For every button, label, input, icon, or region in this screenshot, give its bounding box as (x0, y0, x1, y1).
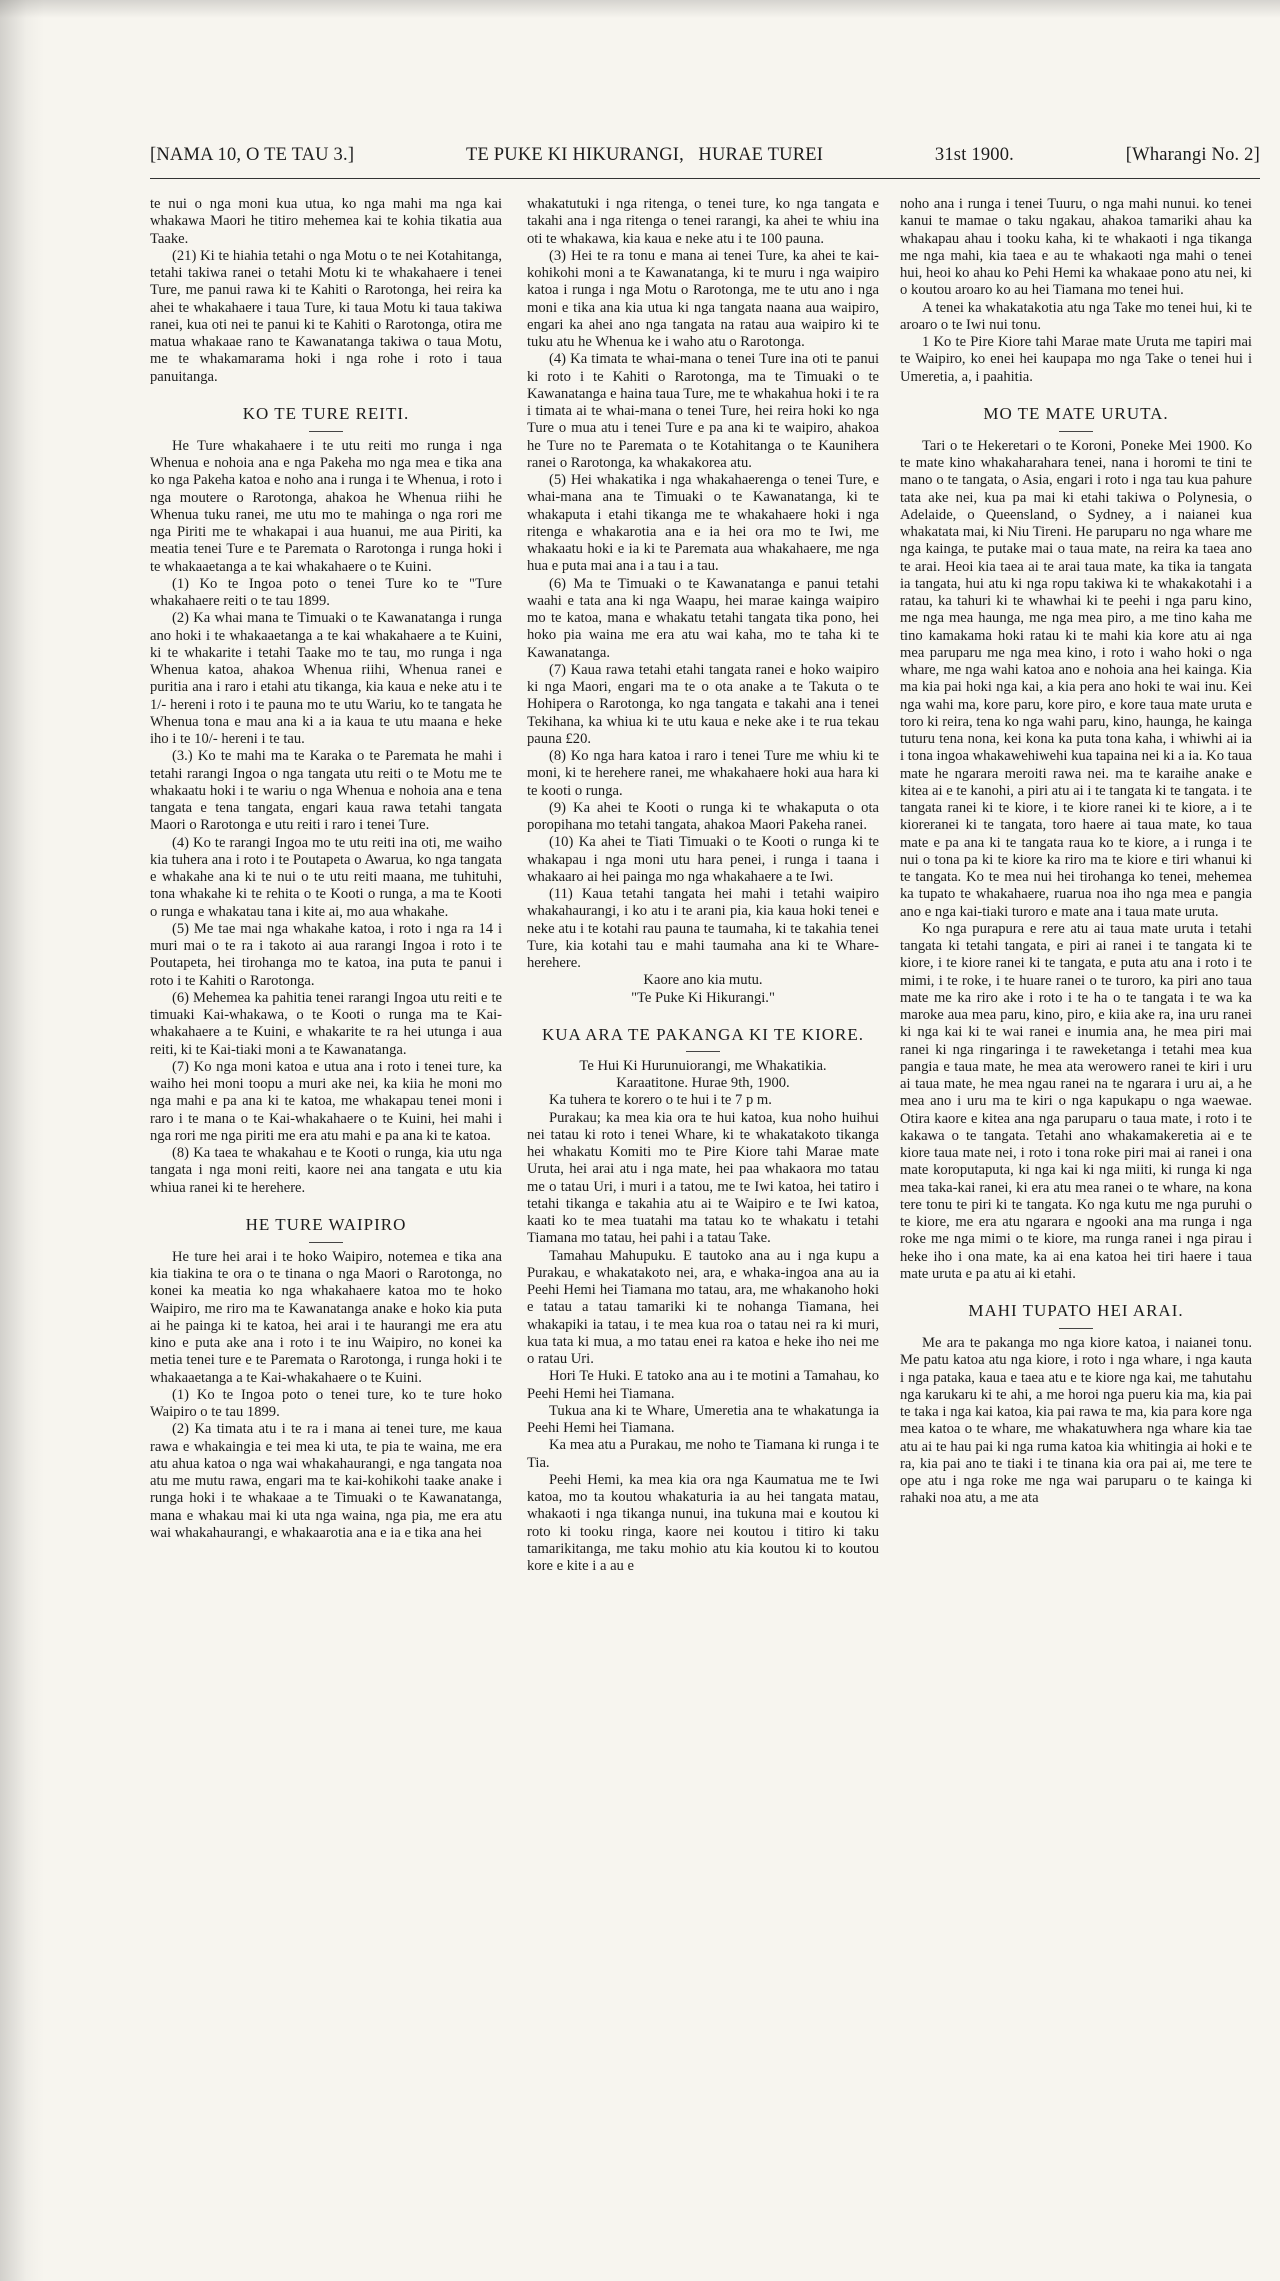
column-3 (900, 196, 1252, 1508)
paragraph: (8) Ko nga hara katoa i raro i tenei Ture me whiu ki te moni, ki te herehere ranei, me whakahaere hoki aua hara ki te kooti o runga. (527, 748, 879, 799)
heading-text: MO TE MATE URUTA. (983, 403, 1169, 423)
section-heading (900, 1301, 1252, 1329)
paragraph: A tenei ka whakatakotia atu nga Take mo tenei hui, ki te aroaro o te Iwi nui tonu. (900, 299, 1252, 333)
heading-rule (309, 431, 343, 432)
paragraph: (8) Ka taea te whakahau e te Kooti o runga, kia utu nga tangata i nga moni reiti, kaore nei ana tangata e utu kia whiua ranei ki te herehere. (150, 1145, 502, 1196)
paragraph: 1 Ko te Pire Kiore tahi Marae mate Uruta me tapiri mai te Waipiro, ko enei hei kaupapa mo nga Take o tenei hui i Umeretia, a, i paahitia. (900, 334, 1252, 385)
paragraph: (7) Kaua rawa tetahi etahi tangata ranei e hoko waipiro ki nga Maori, engari ma te o ota anake a te Takuta o te Hohipera o Rarotonga, ko nga tangata e takahi ana i tenei Tekihana, ka whiua ki te utu kaua e neke ake i te rua tekau pauna £20. (527, 661, 879, 747)
paragraph: (3) Hei te ra tonu e mana ai tenei Ture, ka ahei te kai-kohikohi moni a te Kawanatanga, ki te muru i nga waipiro katoa i runga i nga Motu o Rarotonga, me te utu ano i nga moni e tika ana kia utua ki nga tangata naana aua waipiro, engari ka ahei ano nga tangata na ratau aua waipiro ki te tuku atu he Whenua ke i waho atu o Rarotonga. (527, 247, 879, 350)
issue-date: 31st 1900. (934, 145, 1014, 165)
paragraph: Ko nga purapura e rere atu ai taua mate uruta i tetahi tangata ki tetahi tangata, e piri ai ranei i te tangata ki te kiore, i te kiore ranei ki te tangata, e puta atu ana i roto i te mimi, i te roke, i te huare ranei o te turoro, ka piri ano taua mate me ka riro ake i roto i te ha o te tangata i te wa ka maroke aua mea paru, kino, piro, e kiia ake ra, ina uru ranei ki nga kai ki te wai ranei e inumia ana, he mea piri mai ranei ki nga ringaringa i te raweketanga i tetahi mea kua pangia e taua mate, he mea ata werowero ranei te kiri i uru ai taua mate, he mea ngau ranei na te ngarara i uru ai, a he mea ano i uru ma te kiri o nga kapukapu o nga waewae. Otira kaore e kitea ana nga paruparu o taua mate, i roto i te kakawa o te tangata. Tetahi ano whakamakeretia ai e te kiore taua mate nei, i roto i tona roke piri mai ai ranei i ona mate koroputaputa, ki nga kai ki nga miiti, ki runga ki nga mea taka-kai ranei, ki era atu mea ranei o te whare, na kona tere tonu te piri ki te tangata. Ko nga kutu me nga puruhi o te kiore, me era atu ngarara e ngooki ana ma runga i nga roke me nga mimi o te kiore, ma runga ranei i nga pirau i heke iho i ona mate, ka ai ena katoa hei tiri haere i taua mate uruta e pa atu ai ki etahi. (900, 920, 1252, 1282)
paragraph: Me ara te pakanga mo nga kiore katoa, i naianei tonu. Me patu katoa atu nga kiore, i roto i nga whare, i nga kauta i nga pataka, kaua e taea atu e te kiore nga kai, me tahutahu nga karukaru ki te ahi, a me horoi nga pueru kia ma, kia pai te taka i nga kai katoa, kia pai rawa te ma, kia para kore nga mea katoa o te whare, me whakatuwhera nga whare kia tae atu ai te hau pai ki nga ruma katoa kia whitingia ai hoki e te ra, kia pai ano te tiaki i te tinana kia ora pai ai, me tere te ope atu i nga roke me nga wai paruparu o te kainga ki rahaki noa atu, a me ata (900, 1335, 1252, 1507)
heading-rule (1059, 431, 1093, 432)
paragraph: He ture hei arai i te hoko Waipiro, notemea e tika ana kia tiakina te ora o te tinana o nga Maori o Rarotonga, no konei ka meatia ko nga whakahaere katoa mo te hoko Waipiro, me riro ma te Kawanatanga anake e hoko kia puta ai he painga ki te katoa, hei arai i te haurangi me era atu kino e puta ake ana i roto i te inu Waipiro, no konei ka metia tenei ture e te Paremata o Rarotonga, i runga hoki i te whakaaetanga a te Kai-whakahaere o te Kuini. (150, 1248, 502, 1386)
paragraph: Purakau; ka mea kia ora te hui katoa, kua noho huihui nei tatau ki roto i tenei Whare, ki te whakatakoto tikanga hei whakatu Komiti mo te Pire Kiore tahi Marae mate Uruta, hei arai atu i nga mate, hei paa whakaora mo tatau me o tatau Uri, i muri i a tatou, me te Iwi katoa, hei tatiro i tetahi tikanga e takahia atu ai te Waipiro e te Iwi katoa, kaati ko te mea tuatahi ma tatau ko te whakatu i tetahi Tiamana mo tatau, hei pahi i a tatau Take. (527, 1109, 879, 1247)
paragraph: (3.) Ko te mahi ma te Karaka o te Paremata he mahi i tetahi rarangi Ingoa o nga tangata utu reiti o te Motu me te whakaatu hoki i te wariu o nga Whenua e nohoia ana e tena tangata e tena tangata, engari kaua rawa tetahi tangata Maori o Rarotonga e utu reiti i raro i tenei Ture. (150, 748, 502, 834)
paragraph: (5) Hei whakatika i nga whakahaerenga o tenei Ture, e whai-mana ana te Timuaki o te Kawanatanga, ki te whakaputa i etahi tikanga me te whakahaere hoki i nga ritenga e whakarotia ana e ia hei ora mo te Iwi, me whakaatu hoki e ia ki te Paremata aua whakahaere, me nga hua e puta mai ana i a tau i a tau. (527, 472, 879, 575)
paragraph: Tukua ana ki te Whare, Umeretia ana te whakatunga ia Peehi Hemi hei Tiamana. (527, 1402, 879, 1436)
heading-text: HE TURE WAIPIRO (245, 1214, 407, 1234)
paragraph: Hori Te Huki. E tatoko ana au i te motini a Tamahau, ko Peehi Hemi hei Tiamana. (527, 1368, 879, 1402)
paragraph: Peehi Hemi, ka mea kia ora nga Kaumatua me te Iwi katoa, mo ta koutou whakaturia ia au hei tangata matau, whakaoti i nga tikanga nunui, ina tukuna mai e koutou ki roto ki tooku ringa, kaore nei koutou i titiro ki taku tamarikitanga, me taku mohio atu kia koutou ki to koutou kore e kite i a au e (527, 1471, 879, 1574)
paragraph: (1) Ko te Ingoa poto o tenei ture, ko te ture hoko Waipiro o te tau 1899. (150, 1386, 502, 1420)
dateline: Te Hui Ki Hurunuiorangi, me Whakatikia. (579, 1057, 827, 1074)
paragraph: Ka mea atu a Purakau, me noho te Tiamana ki runga i te Tia. (527, 1437, 879, 1471)
paper-title: TE PUKE KI HIKURANGI, (465, 145, 684, 165)
scan-edge-shadow (0, 0, 44, 2281)
paragraph: Tamahau Mahupuku. E tautoko ana au i nga kupu a Purakau, e whakatakoto nei, ara, e whaka-ingoa ana au ia Peehi Hemi hei Tiamana mo tatau, ara, me whakanoho hoki e tatau a tatau tamariki ki te nohanga Tiamana, hei whakapiki ia tatau, i te mea kua roa o tatau nei ra ki muri, kua tata ki mua, a mo tatau enei ra katoa e heke iho nei me o ratau Uri. (527, 1247, 879, 1367)
paragraph: (2) Ka timata atu i te ra i mana ai tenei ture, me kaua rawa e whakaingia e tei mea ki uta, te pia te waina, me era atu ahua katoa o nga wai whakahaurangi, e nga tangata noa atu me mutu rawa, engari ma te kai-kohikohi taake anake i runga hoki i te whakaae a te Timuaki o te Kawanatanga, mana e whakau mai ki uta nga waina, nga pia, me era atu wai whakahaurangi, e whakaarotia ana e ia e tika ana hei (150, 1421, 502, 1541)
section-heading (150, 1215, 502, 1243)
paragraph: noho ana i runga i tenei Tuuru, o nga mahi nunui. ko tenei kanui te mamae o taku ngakau, ahakoa tamariki ahau ka whakapau ahau i tooku kaha, ki te whakaoti i nga tikanga me nga mahi, kia taea e au te whakaoti nga mahi o tenei hui, heoi ko ahau ko Pehi Hemi ka whakaae pono atu nei, ki o koutou aroaro ko au hei Tiamana mo tenei hui. (900, 196, 1252, 299)
paragraph: (1) Ko te Ingoa poto o tenei Ture ko te "Ture whakahaere reiti o te tau 1899. (150, 575, 502, 609)
heading-rule (686, 1051, 720, 1052)
paragraph: (4) Ko te rarangi Ingoa mo te utu reiti ina oti, me waiho kia tuhera ana i roto i te Poutapeta o Awarua, ko nga tangata e whakahe ana ki te nui o te utu reiti maana, me tuhituhi, tona whakahe ki te rehita o te Kooti o runga, a ma te Kooti o runga e whakatau tana i kite ai, mo aua whakahe. (150, 834, 502, 920)
masthead (466, 145, 823, 166)
column-1 (150, 196, 502, 1542)
paragraph: (6) Ma te Timuaki o te Kawanatanga e panui tetahi waahi e tata ana ki nga Waapu, hei marae kainga waipiro mo te katoa, mana e whakatu tetahi tangata tika pono, hei hoko pia waina me era atu wai kaha, mo te taha ki te Kawanatanga. (527, 575, 879, 661)
header-rule (150, 178, 1260, 179)
paragraph: (6) Mehemea ka pahitia tenei rarangi Ingoa utu reiti e te timuaki Kai-whakawa, o te Kooti o runga ma te Kai-whakahaere a te Kuini, e whakarite te ra hei utunga i aua reiti, ki te Kai-tiaki moni a te Kawanatanga. (150, 989, 502, 1058)
section-heading (527, 1025, 879, 1052)
paragraph: He Ture whakahaere i te utu reiti mo runga i nga Whenua e nohoia ana e nga Pakeha mo nga mea e tika ana ko nga Pakeha katoa e noho ana i runga i te Whenua, i roto i nga moutere o Rarotonga, ahakoa he Whenua riihi he Whenua tuku ranei, me utu mo te mahinga o nga rori me nga Piriti me te whakapai i aua huanui, me aua Piriti, ka meatia tenei Ture e te Paremata o Rarotonga i runga hoki i te whakaaetanga a te kai whakahaere o te Kuini. (150, 437, 502, 575)
heading-text: KUA ARA TE PAKANGA KI TE KIORE. (541, 1024, 865, 1044)
paragraph: te nui o nga moni kua utua, ko nga mahi ma nga kai whakawa Maori he titiro mehemea kai te kohia tikatia aua Taake. (150, 196, 502, 247)
signature-line: "Te Puke Ki Hikurangi." (631, 989, 775, 1006)
paragraph: Ka tuhera te korero o te hui i te 7 p m. (549, 1092, 772, 1109)
paragraph: (9) Ka ahei te Kooti o runga ki te whakaputa o ota poropihana mo tetahi tangata, ahakoa Maori Pakeha ranei. (527, 799, 879, 833)
heading-rule (309, 1242, 343, 1243)
section-heading (150, 404, 502, 432)
issue-number: [NAMA 10, O TE TAU 3.] (150, 145, 355, 165)
dateline: Karaatitone. Hurae 9th, 1900. (616, 1075, 790, 1091)
page-header (150, 145, 1260, 175)
paragraph: (21) Ki te hiahia tetahi o nga Motu o te nei Kotahitanga, tetahi takiwa ranei o tetahi Motu ki te whakahaere i tenei Ture, me panui rawa ki te Kahiti o Rarotonga, hei reira ka ahei te whakahaere i taua Ture, ki taua Motu ki taua takiwa ranei, kua oti nei te panui ki te Kahiti o Rarotonga, otira me matua whakaae rano te Kawanatanga takiwa o taua Motu, me te whakamarama hoki i nga rohe i roto i taua panuitanga. (150, 247, 502, 385)
paragraph: (2) Ka whai mana te Timuaki o te Kawanatanga i runga ano hoki i te whakaaetanga a te kai whakahaere a te Kuini, ki te whakarite i tetahi Taake mo te tau, mo runga i nga Whenua katoa, ahakoa Whenua riihi, Whenua ranei e puritia ana i raro i etahi atu tikanga, kia kaua e neke atu i te 1/- hereni i roto i te pauna mo te utu Wariu, ko te tangata he Whenua tona e mau ana ki a ia kaua te utu maana e heke iho i te 10/- hereni i te tau. (150, 610, 502, 747)
paragraph: (11) Kaua tetahi tangata hei mahi i tetahi waipiro whakahaurangi, i ko atu i te arani pia, kia kaua hoki tenei e neke atu i te kotahi rau pauna te taumaha, ki te takahia tenei Ture, kia kotahi tau e mahi taumaha ana ki te Whare-herehere. (527, 886, 879, 971)
section-heading (900, 404, 1252, 432)
weekday: HURAE TUREI (698, 145, 824, 165)
signature-line: Kaore ano kia mutu. (643, 972, 763, 989)
scan-top-shadow (0, 0, 1280, 18)
heading-text: MAHI TUPATO HEI ARAI. (968, 1301, 1184, 1320)
heading-text: KO TE TURE REITI. (242, 403, 410, 423)
paragraph: whakatutuki i nga ritenga, o tenei ture, ko nga tangata e takahi ana i nga ritenga o tenei rarangi, ka ahei te whiu ina oti te whakawa, kia kaua e neke atu i te 100 pauna. (527, 196, 879, 247)
paragraph: Tari o te Hekeretari o te Koroni, Poneke Mei 1900. Ko te mate kino whakaharahara tenei, nana i horomi te tini te mano o te tangata, o Asia, engari i roto i nga tau kua pahure tata ake nei, kua pa mai ki etahi takiwa o Polynesia, o Adelaide, o Queensland, o Sydney, a i naianei kua whakatata mai, ki Niu Tireni. He paruparu no nga whare me nga kainga, te putake mai o taua mate, na reira ka taea ano te arai. Heoi kia taea ai te arai taua mate, ka tika ia tangata ia tangata, hui atu ki nga ropu takiwa ki te whakakotahi i a ratau, ka tahuri ki te whawhai ki te peehi i nga paru kino, me nga mea haunga, me nga mea piro, a me tino kaha me tino kamakama hoki ratau ki te mahi kia kore atu ai nga mea paruparu me nga mea kino, i roto i waho hoki o nga whare, me nga wahi katoa ano e nohoia ana hei kainga. Kia ma kia pai hoki nga kai, a kia pera ano hoki te wai inu. Kei nga wahi ma, kore paru, kore piro, e kore taua mate uruta e toro ki reira, tena ko nga wahi paru, kino, haunga, he kainga tuturu tena nona, kei kona ka puta tona kaha, i whiwhi ai ia i tona ingoa whakawehiwehi kua tapaina nei ki a ia. Ko taua mate he ngarara meroiti rawa nei. ma te karaihe anake e kitea ai e te kanohi, a piri atu ai i te tangata ki te tangata. i te tangata ranei ki te kiore, i te kiore ranei ki te kiore, a i te kioreranei ki te tangata, toro haere ai taua mate, ko taua mate e pa ana ki te tangata raua ko te kiore, a i runga i te nui o tona pa ki te kiore ka riro ma te kiore e tiri whanui ki te tangata. Ko te mea nui hei tirohanga ko tenei, mehemea ka tupato te whakahaere, ruarua noa iho nga mea e pangia ano e nga kai-tiaki turoro e mate ana i taua mate uruta. (900, 437, 1252, 920)
page-number: [Wharangi No. 2] (1125, 145, 1260, 165)
paragraph: (4) Ka timata te whai-mana o tenei Ture ina oti te panui ki roto i te Kahiti o Rarotonga, ma te Timuaki o te Kawanatanga e haina taua Ture, me te whakahua hoki i te ra i timata ai te whai-mana o tenei Ture, hei reira hoki ko nga Ture o mua atu i tenei Ture e pa ana ki te waipiro, ahakoa he Ture no te Paremata o te Kotahitanga o te Kaunihera ranei o Rarotonga, ka whakakorea atu. (527, 351, 879, 471)
column-2 (527, 196, 879, 1575)
heading-rule (1059, 1328, 1093, 1329)
paragraph: (5) Me tae mai nga whakahe katoa, i roto i nga ra 14 i muri mai o te ra i takoto ai aua rarangi Ingoa i roto i te Poutapeta, hei tirohanga mo te katoa, ina puta te panui i roto i te Kahiti o Rarotonga. (150, 920, 502, 989)
paragraph: (10) Ka ahei te Tiati Timuaki o te Kooti o runga ki te whakapau i nga moni utu hara penei, i runga i taana i whakaaro ai hei painga mo nga whakahaere a te Iwi. (527, 834, 879, 885)
paragraph: (7) Ko nga moni katoa e utua ana i roto i tenei ture, ka waiho hei moni toopu a muri ake nei, ka kiia he moni mo nga mahi e pa ana ki te katoa, me whakapau tenei moni i raro i te mana o te Kai-whakahaere o te Kuini, hei mahi i nga rori me nga piriti me era atu mahi e pa ana ki te katoa. (150, 1058, 502, 1144)
